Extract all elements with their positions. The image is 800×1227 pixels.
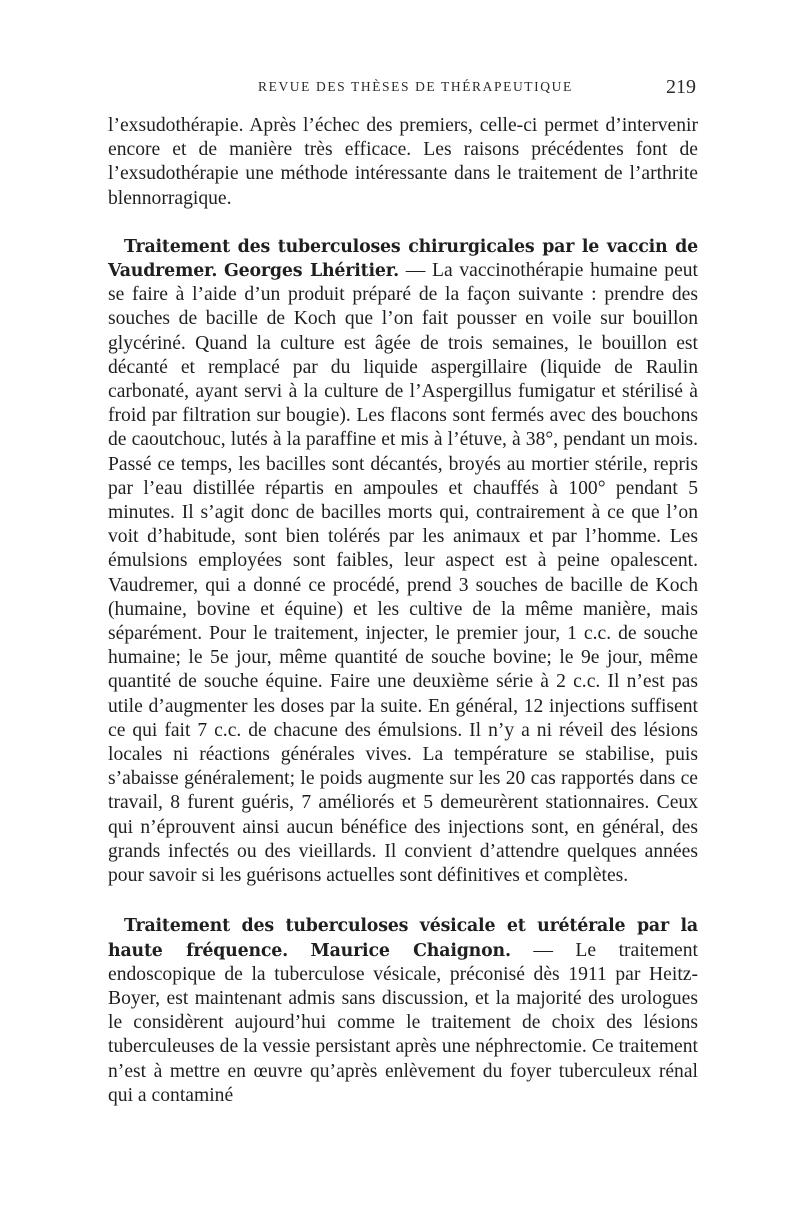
paragraph-text: Le traitement endoscopique de la tuberculose vésicale, préconisé dès 1911 par Heitz-Boyer, est maintenant admis sans discussion, et la majorité des urologues le considèrent aujourd’hui comme le traitement de choix des lésions tuberculeuses de la vessie persistant après une néphrectomie. Ce traitement n’est à mettre en œuvre qu’après enlèvement du foyer tuberculeux rénal qui a contaminé <box>108 939 698 1106</box>
running-title: REVUE DES THÈSES DE THÉRAPEUTIQUE <box>258 79 573 94</box>
section-haute-frequence <box>108 914 698 1108</box>
body-text <box>108 114 698 1108</box>
section-author: Maurice Chaignon. <box>310 940 511 961</box>
section-vaccin-vaudremer <box>108 235 698 888</box>
paragraph-continuation <box>108 114 698 211</box>
section-author: Georges Lhéritier. <box>224 261 399 282</box>
section-title: Traitement des tuberculoses vésicale et urétérale par la haute fréquence. <box>108 916 698 961</box>
running-header <box>108 76 698 99</box>
section-title: Traitement des tuberculoses chirurgicales par le vaccin de Vaudremer. <box>108 236 698 282</box>
paragraph-text: l’exsudothérapie. Après l’échec des premiers, celle-ci permet d’intervenir encore et de manière très efficace. Les raisons précédentes font de l’exsudothérapie une méthode intéressante dans le traitement de l’arthrite blennorragique. <box>108 115 698 209</box>
section-dash: — <box>510 939 576 961</box>
paragraph-text: La vaccinothérapie humaine peut se faire à l’aide d’un produit préparé de la façon suivante : prendre des souches de bacille de Koch que l’on fait pousser en voile sur bouillon glycériné. Quand la culture est âgée de trois semaines, le bouillon est décanté et remplacé par du liquide aspergillaire (liquide de Raulin carbonaté, ayant servi à la culture de l’Aspergillus fumigatur et stérilisé à froid par filtration sur bougie). Les flacons sont fermés avec des bouchons de caoutchouc, lutés à la paraffine et mis à l’étuve, à 38°, pendant un mois. Passé ce temps, les bacilles sont décantés, broyés au mortier stérile, repris par l’eau distillée répartis en ampoules et chauffés à 100° pendant 5 minutes. Il s’agit donc de bacilles morts qui, contrairement à ce que l’on voit d’habitude, sont bien tolérés par les animaux et par l’homme. Les émulsions employées sont faibles, leur aspect est à peine opalescent. Vaudremer, qui a donné ce procédé, prend 3 souches de bacille de Koch (humaine, bovine et équine) et les cultive de la même manière, mais séparément. Pour le traitement, injecter, le premier jour, 1 c.c. de souche humaine; le 5e jour, même quantité de souche bovine; le 9e jour, même quantité de souche équine. Faire une deuxième série à 2 c.c. Il n’est pas utile d’augmenter les doses par la suite. En général, 12 injections suffisent ce qui fait 7 c.c. de chacune des émulsions. Il n’y a ni réveil des lésions locales ni réactions générales vives. La température se stabilise, puis s’abaisse généralement; le poids augmente sur les 20 cas rapportés dans ce travail, 8 furent guéris, 7 améliorés et 5 demeurèrent stationnaires. Ceux qui n’éprouvent ainsi aucun bénéfice des injections sont, en général, des grands infectés ou des vieillards. Il convient d’attendre quelques années pour savoir si les guérisons actuelles sont définitives et complètes. <box>108 260 699 887</box>
document-page <box>108 0 698 1227</box>
section-dash: — <box>398 260 432 282</box>
page-number: 219 <box>666 76 696 98</box>
